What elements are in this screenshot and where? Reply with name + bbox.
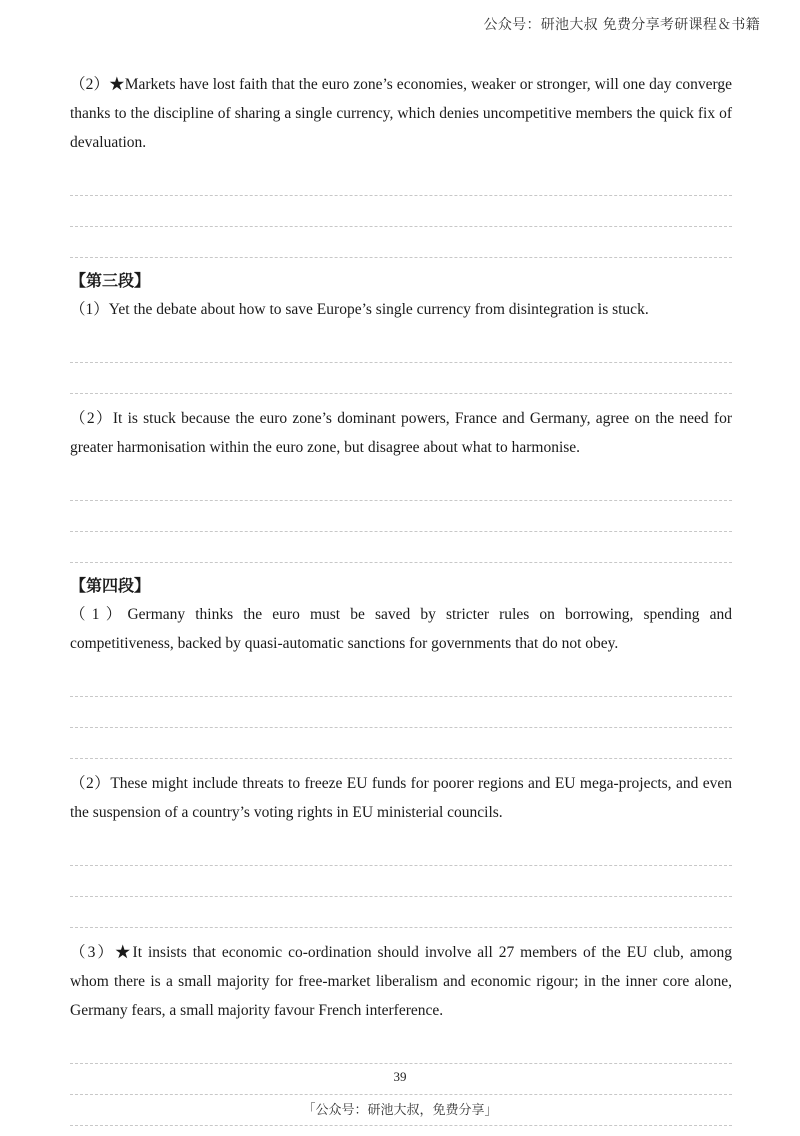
answer-line[interactable] <box>70 501 732 532</box>
sentence-text: （2）It is stuck because the euro zone’s dominant powers, France and Germany, agree on the need for greater harmonisation within the euro zone, but disagree about what to harmonise. <box>70 410 732 456</box>
answer-line[interactable] <box>70 532 732 563</box>
sentence-block <box>70 600 732 759</box>
section-heading: 【第四段】 <box>70 576 151 595</box>
answer-line[interactable] <box>70 897 732 928</box>
answer-line[interactable] <box>70 728 732 759</box>
sentence-block <box>70 404 732 563</box>
footer-note: 「公众号：研池大叔，免费分享」 <box>302 1103 498 1118</box>
answer-line[interactable] <box>70 470 732 501</box>
answer-line[interactable] <box>70 165 732 196</box>
sentence-text: （2）★Markets have lost faith that the euro zone’s economies, weaker or stronger, will one day converge thanks to the discipline of sharing a single currency, which denies uncompetitive members the quick fix of devaluation. <box>70 76 732 151</box>
answer-line[interactable] <box>70 866 732 897</box>
answer-lines <box>70 332 732 394</box>
answer-lines <box>70 835 732 928</box>
sentence-text: （1）Germany thinks the euro must be saved by stricter rules on borrowing, spending and competitiveness, backed by quasi-automatic sanctions for governments that do not obey. <box>70 606 732 652</box>
answer-line[interactable] <box>70 363 732 394</box>
answer-lines <box>70 470 732 563</box>
answer-lines <box>70 165 732 258</box>
page-number: 39 <box>393 1069 407 1084</box>
header-note: 公众号：研池大叔 免费分享考研课程＆书籍 <box>483 17 760 33</box>
sentence-block <box>70 769 732 928</box>
answer-line[interactable] <box>70 1033 732 1064</box>
answer-line[interactable] <box>70 332 732 363</box>
sentence-text: （2）These might include threats to freeze EU funds for poorer regions and EU mega-projects, and even the suspension of a country’s voting rights in EU ministerial councils. <box>70 775 732 821</box>
answer-line[interactable] <box>70 196 732 227</box>
worksheet-content <box>70 70 732 1136</box>
section-heading: 【第三段】 <box>70 271 151 290</box>
answer-line[interactable] <box>70 666 732 697</box>
answer-line[interactable] <box>70 835 732 866</box>
sentence-text: （3）★It insists that economic co-ordination should involve all 27 members of the EU club, among whom there is a small majority for free-market liberalism and economic rigour; in the inner core alone, Germany fears, a small majority favour French interference. <box>70 944 732 1019</box>
answer-lines <box>70 666 732 759</box>
answer-line[interactable] <box>70 697 732 728</box>
sentence-text: （1）Yet the debate about how to save Europe’s single currency from disintegration is stuck. <box>70 301 649 318</box>
sentence-block <box>70 295 732 394</box>
answer-line[interactable] <box>70 227 732 258</box>
sentence-block <box>70 70 732 258</box>
sentence-block <box>70 938 732 1126</box>
